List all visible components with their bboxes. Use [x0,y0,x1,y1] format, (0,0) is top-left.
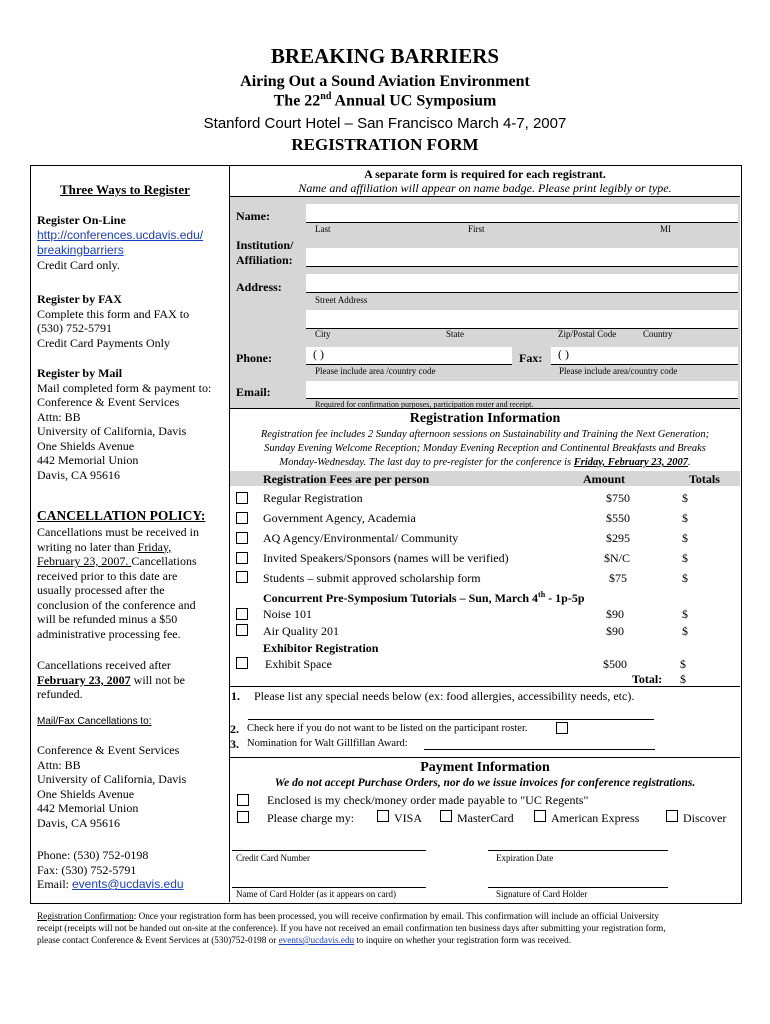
register-mail-block [37,366,211,482]
tutorial-amount: $90 [606,607,624,621]
question-number: 1. [231,689,240,703]
exhibit-amount: $500 [603,657,627,671]
charge-label: Please charge my: [267,811,355,825]
name-input[interactable] [306,204,738,222]
students-checkbox[interactable] [236,571,248,583]
aq-agency-checkbox[interactable] [236,532,248,544]
nomination-input[interactable] [424,737,655,749]
footer-line: receipt (receipts will not be handed out on-site at the conference). If you have not received an email confirmation ten business days after submitting your registration form, [37,923,666,933]
fax-line: Complete this form and FAX to [37,306,190,321]
mastercard-checkbox[interactable] [440,810,452,822]
registration-confirmation-note [37,910,666,946]
fields-top-rule [230,196,740,197]
air-quality-201-checkbox[interactable] [236,624,248,636]
nomination-underline [424,749,655,750]
tutorial-total: $ [682,624,688,638]
affiliation-label: Affiliation: [236,253,293,267]
policy-line: will be refunded minus a $50 [37,612,178,626]
special-needs-underline [248,719,654,720]
institution-label: Institution/ [236,238,294,252]
card-number-input[interactable] [232,835,426,850]
form-heading: BREAKING BARRIERS [270,44,500,68]
register-fax-title: Register by FAX [37,292,122,306]
city-hint: City [315,329,331,339]
policy-line: writing no later than Friday, [37,539,172,554]
check-payment-label: Enclosed is my check/money order made payable to "UC Regents" [267,793,589,807]
regular-registration-checkbox[interactable] [236,492,248,504]
visa-checkbox[interactable] [377,810,389,822]
total-label: Total: [632,672,663,686]
expiration-input[interactable] [488,835,668,850]
address-line: Conference & Event Services [37,743,180,757]
address-line: Davis, CA 95616 [37,815,121,830]
mail-line: Davis, CA 95616 [37,467,121,482]
mail-fax-cancellations-heading: Mail/Fax Cancellations to: [37,716,152,727]
online-credit-note: Credit Card only. [37,257,120,272]
question-number: 3. [230,737,239,751]
phone-underline [306,364,512,365]
registration-info-heading: Registration Information [409,411,561,426]
zip-hint: Zip/Postal Code [558,329,617,339]
registration-form-title: REGISTRATION FORM [291,135,479,154]
exhibit-space-checkbox[interactable] [236,657,248,669]
fee-total: $ [682,511,688,525]
address-label: Address: [236,280,282,294]
fee-total: $ [682,531,688,545]
phone-label: Phone: [236,351,272,365]
tutorial-total: $ [682,607,688,621]
policy-line: Cancellations received after [37,658,171,672]
badge-notice: Name and affiliation will appear on name badge. Please print legibly or type. [298,181,672,195]
exhibit-total: $ [680,657,686,671]
contact-email: Email: events@ucdavis.edu [37,877,184,891]
footer-email-link[interactable]: events@ucdavis.edu [278,935,355,945]
register-online-title: Register On-Line [37,213,126,227]
footer-line: please contact Conference & Event Services at (530)752-0198 or events@ucdavis.edu to inquire on whether your registration form was received. [37,935,572,945]
nomination-question: Nomination for Walt Gillfillan Award: [247,738,408,749]
phone-hint: Please include area /country code [315,366,436,376]
registration-desc-line: Monday-Wednesday. The last day to pre-register for the conference is Friday, February 23, 2007. [279,457,691,468]
country-hint: Country [643,329,673,339]
credit-card-payment-checkbox[interactable] [237,811,249,823]
last-name-hint: Last [315,224,331,234]
street-underline [306,292,738,293]
register-mail-title: Register by Mail [37,366,123,380]
card-number-label: Credit Card Number [236,853,310,863]
fee-amount: $550 [606,511,630,525]
register-fax-block [37,292,189,350]
address-line: Attn: BB [37,757,81,772]
government-academia-checkbox[interactable] [236,512,248,524]
special-needs-question: Please list any special needs below (ex: food allergies, accessibility needs, etc). [254,689,635,703]
address-line: 442 Memorial Union [37,801,139,815]
symposium-title: The 22nd Annual UC Symposium [273,91,497,110]
card-holder-input[interactable] [232,872,426,887]
three-ways-heading: Three Ways to Register [60,182,190,197]
name-label: Name: [236,209,270,223]
fax-area-code: ( ) [558,347,569,361]
fax-payment-note: Credit Card Payments Only [37,335,170,350]
roster-optout-question: Check here if you do not want to be listed on the participant roster. [247,723,528,734]
fee-amount: $750 [606,491,630,505]
address-line: One Shields Avenue [37,786,135,801]
email-label: Email: [236,385,271,399]
policy-line: administrative processing fee. [37,626,181,641]
late-cancellation-text [37,658,185,702]
total-value: $ [680,672,686,686]
mail-line: 442 Memorial Union [37,453,139,467]
tutorials-heading: Concurrent Pre-Symposium Tutorials – Sun, March 4th - 1p-5p [263,590,585,605]
fax-input[interactable] [551,347,738,364]
contact-phone: Phone: (530) 752-0198 [37,848,149,862]
signature-underline [488,887,668,888]
first-name-hint: First [468,224,485,234]
american-express-checkbox[interactable] [534,810,546,822]
cancellation-address [37,743,186,830]
tutorial-label: Air Quality 201 [263,624,339,638]
policy-line: February 23, 2007 will not be [37,672,185,687]
fee-label: Government Agency, Academia [263,511,416,525]
expiration-label: Expiration Date [496,853,554,863]
fee-label: AQ Agency/Environmental/ Community [263,531,459,545]
cancellation-heading: CANCELLATION POLICY: [37,508,206,523]
signature-input[interactable] [488,872,668,887]
contact-email-link[interactable]: events@ucdavis.edu [72,877,184,891]
name-underline [306,222,738,223]
register-online-block [37,213,203,272]
policy-line: conclusion of the conference and [37,597,196,612]
mastercard-label: MasterCard [457,811,514,825]
tutorial-label: Noise 101 [263,607,312,621]
fee-total: $ [682,571,688,585]
street-input[interactable] [306,274,738,292]
exhibitor-heading: Exhibitor Registration [263,641,379,655]
payment-heading: Payment Information [420,760,550,775]
special-needs-input[interactable] [248,706,654,719]
fax-underline [551,364,738,365]
fax-number: (530) 752-5791 [37,321,112,335]
footer-line: : Once your registration form has been processed, you will receive confirmation by email. This confirmation will include an official University [133,911,659,921]
email-underline [306,398,738,399]
institution-input[interactable] [306,248,738,266]
noise-101-checkbox[interactable] [236,608,248,620]
register-online-link[interactable]: http://conferences.ucdavis.edu/ breakingbarriers [37,227,204,257]
fee-label: Students – submit approved scholarship form [263,571,481,585]
policy-line: February 23, 2007. Cancellations [37,554,197,568]
registration-desc-line: Sunday Evening Welcome Reception; Monday Evening Reception and Continental Breakfasts and Breaks [264,443,706,454]
discover-checkbox[interactable] [666,810,678,822]
fee-total: $ [682,491,688,505]
payment-rule [230,757,740,758]
fee-amount: $75 [609,571,627,585]
phone-input[interactable] [306,347,512,364]
card-number-underline [232,850,426,851]
fees-column-header: Registration Fees are per person [263,472,430,486]
contact-info [37,848,184,892]
fee-amount: $N/C [604,551,631,565]
card-holder-label: Name of Card Holder (as it appears on card) [236,889,396,899]
city-state-input[interactable] [306,310,738,328]
email-input[interactable] [306,381,738,398]
invited-speakers-checkbox[interactable] [236,552,248,564]
roster-optout-checkbox[interactable] [556,722,568,734]
mail-line: One Shields Avenue [37,438,135,453]
mail-line: Conference & Event Services [37,395,180,409]
policy-line: refunded. [37,687,83,701]
cancellation-policy-text [37,525,199,641]
mail-line: Attn: BB [37,409,81,424]
city-underline [306,328,738,329]
signature-label: Signature of Card Holder [496,889,588,899]
email-hint: Required for confirmation purposes, participation roster and receipt. [315,400,534,409]
policy-line: Cancellations must be received in [37,525,199,539]
check-payment-checkbox[interactable] [237,794,249,806]
fee-amount: $295 [606,531,630,545]
question-number: 2. [230,722,239,736]
purchase-order-notice: We do not accept Purchase Orders, nor do we issue invoices for conference registrations. [274,777,696,789]
policy-line: usually processed after the [37,583,165,597]
exhibit-label: Exhibit Space [265,657,332,671]
venue-dates: Stanford Court Hotel – San Francisco March 4-7, 2007 [203,115,567,132]
american-express-label: American Express [551,811,640,825]
contact-fax: Fax: (530) 752-5791 [37,862,137,877]
fee-label: Invited Speakers/Sponsors (names will be verified) [263,551,509,565]
street-hint: Street Address [315,295,368,305]
totals-column-header: Totals [689,472,720,486]
phone-area-code: ( ) [313,347,324,361]
expiration-underline [488,850,668,851]
card-holder-underline [232,887,426,888]
middle-initial-hint: MI [660,224,671,234]
fee-label: Regular Registration [263,491,363,505]
fee-total: $ [682,551,688,565]
event-subtitle: Airing Out a Sound Aviation Environment [240,73,530,90]
fax-hint: Please include area/country code [559,366,678,376]
address-line: University of California, Davis [37,772,187,786]
registration-desc-line: Registration fee includes 2 Sunday afternoon sessions on Sustainability and Training the Next Generation; [260,429,710,440]
mail-line: University of California, Davis [37,424,187,438]
tutorial-amount: $90 [606,624,624,638]
separate-form-notice: A separate form is required for each registrant. [364,167,606,181]
mail-line: Mail completed form & payment to: [37,380,212,395]
confirmation-label: Registration Confirmation [37,911,134,921]
amount-column-header: Amount [583,472,626,486]
discover-label: Discover [683,811,727,825]
fax-label: Fax: [519,351,543,365]
visa-label: VISA [394,811,423,825]
policy-line: received prior to this date are [37,568,178,583]
state-hint: State [446,329,464,339]
institution-underline [306,266,738,267]
questions-rule [230,686,740,687]
